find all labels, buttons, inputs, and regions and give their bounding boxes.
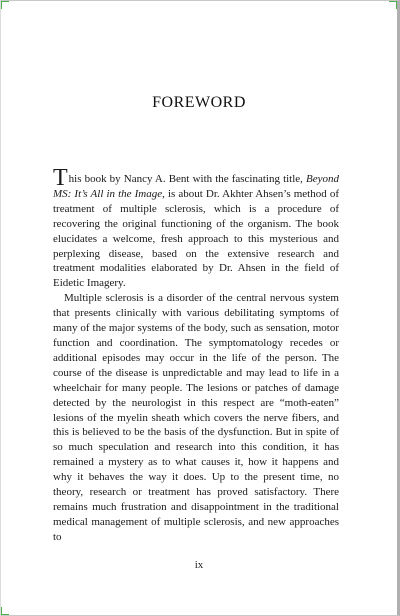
- paragraph-1: [53, 165, 339, 291]
- page-title: FOREWORD: [152, 94, 246, 111]
- book-title-italic: Beyond MS: It’s All in the Image: [53, 173, 339, 200]
- crop-mark: [1, 607, 2, 615]
- drop-cap: T: [53, 165, 68, 191]
- paragraph-1-text-b: , is about Dr. Akhter Ahsen’s method of treatment of multiple sclerosis, which is a procedure of recovering the original functioning of the organism. The book elucidates a welcome, fresh approach to this mysterious and perplexing disease, based on the extensive research and treatment modalities elaborated by Dr. Ahsen in the field of Eidetic Imagery.: [53, 187, 339, 290]
- page-number: ix: [194, 559, 204, 571]
- paragraph-1-text-a: his book by Nancy A. Bent with the fascinating title,: [68, 173, 307, 185]
- crop-mark: [396, 1, 397, 9]
- paragraph-2: Multiple sclerosis is a disorder of the central nervous system that presents clinically with various debilitating symptoms of many of the major systems of the body, such as sensation, motor function and coordination. The symptomatology recedes or additional episodes may occur in the life of the person. The course of the disease is unpredictable and may lead to life in a wheelchair for many people. The lesions or patches of damage detected by the neurologist in this respect are “moth-eaten” lesions of the myelin sheath which covers the nerve fibers, and this is believed to be the basis of the dysfunction. But in spite of so much speculation and research into this condition, it has remained a mystery as to what causes it, how it happens and why it behaves the way it does. Up to the present time, no theory, research or treatment has proved satisfactory. There remains much frustration and disappointment in the traditional medical management of multiple sclerosis, and new approaches to: [53, 292, 339, 543]
- body-text: [53, 165, 339, 545]
- crop-mark: [1, 614, 9, 615]
- crop-mark: [1, 1, 2, 9]
- crop-mark: [1, 1, 9, 2]
